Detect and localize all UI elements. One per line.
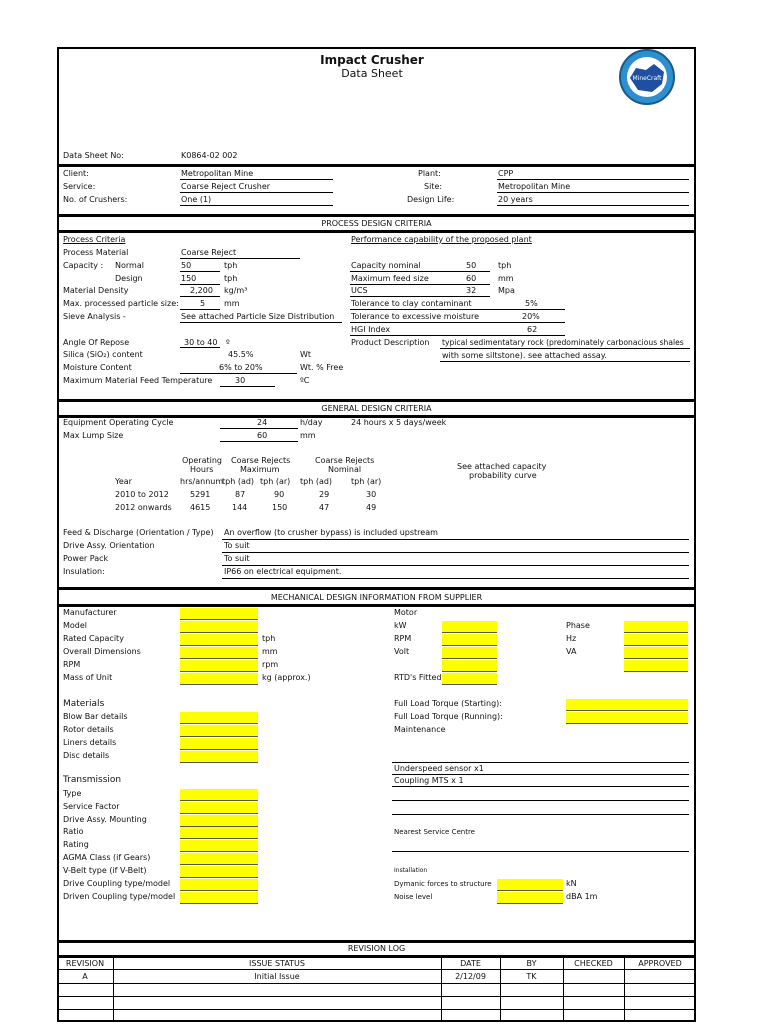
torque-run-label: Full Load Torque (Running): [394,712,503,721]
table-cell: 144 [232,503,248,512]
disc-label: Disc details [63,751,110,760]
rev-cell: 2/12/09 [455,972,486,981]
model-input[interactable] [180,621,258,633]
torque-start-label: Full Load Torque (Starting): [394,699,502,708]
page-subtitle: Data Sheet [341,67,403,80]
phase-label: Phase [566,621,590,630]
phase-input[interactable] [624,621,688,633]
datasheet-label: Data Sheet No: [63,151,124,160]
site-value: Metropolitan Mine [498,182,571,191]
density-value: 2,200 [190,286,213,295]
motor-volt-input[interactable] [442,647,497,659]
design-life-value: 20 years [498,195,533,204]
silica-unit: Wt [300,350,312,359]
cap-nom-value: 50 [466,261,477,270]
rtd-label: RTD's Fitted [394,673,442,682]
moisture-value: 6% to 20% [219,363,263,372]
insulation-value: IP66 on electrical equipment. [224,567,342,576]
hgi-label: HGI Index [351,325,391,334]
mechanical-section-title: MECHANICAL DESIGN INFORMATION FROM SUPPLIER [270,593,483,602]
client-label: Client: [63,169,89,178]
repose-label: Angle Of Repose [63,338,130,347]
table-header: Coarse Rejects [231,456,291,465]
capacity-note: See attached capacity [457,462,547,471]
rev-col-header: DATE [460,959,481,968]
service-factor-label: Service Factor [63,802,120,811]
noise-unit: dBA 1m [566,892,598,901]
client-value: Metropolitan Mine [181,169,254,178]
manufacturer-input[interactable] [180,608,258,620]
mass-unit: kg (approx.) [262,673,311,682]
transmission-type-label: Type [63,789,82,798]
service-centre-label: Nearest Service Centre [394,828,475,836]
rotor-input[interactable] [180,725,258,737]
product-line2: with some siltstone). see attached assay. [442,351,607,360]
table-header: hrs/annum [180,477,224,486]
overall-dimensions-input[interactable] [180,647,258,659]
normal-label: Normal [115,261,144,270]
page-title: Impact Crusher [320,53,424,67]
rev-cell: A [82,972,88,981]
table-header: Maximum [240,465,280,474]
revision-section-title: REVISION LOG [347,944,406,953]
rated-capacity-label: Rated Capacity [63,634,124,643]
dynamic-forces-input[interactable] [497,879,563,891]
design-unit: tph [224,274,238,283]
rev-col-header: ISSUE STATUS [249,959,305,968]
va-input[interactable] [624,647,688,659]
maintenance-label: Maintenance [394,725,446,734]
motor-rpm-label: RPM [394,634,412,643]
service-label: Service: [63,182,96,191]
blow-bar-input[interactable] [180,712,258,724]
ratio-input[interactable] [180,827,258,839]
table-header: tph (ad) [300,477,333,486]
drive-mounting-input[interactable] [180,815,258,827]
dynamic-forces-label: Dymanic forces to structure [394,880,492,888]
plant-label: Plant: [418,169,441,178]
rtd-input[interactable] [442,673,497,685]
rev-col-header: CHECKED [574,959,613,968]
ucs-value: 32 [466,286,477,295]
drive-orientation-label: Drive Assy. Orientation [63,541,155,550]
capacity-note: probability curve [469,471,537,480]
manufacturer-label: Manufacturer [63,608,117,617]
silica-value: 45.5% [228,350,254,359]
installation-label: Installation [394,867,428,874]
ratio-label: Ratio [63,827,84,836]
table-header: tph (ar) [260,477,291,486]
liners-input[interactable] [180,738,258,750]
lump-label: Max Lump Size [63,431,124,440]
silica-label: Silica (SiO₂) content [63,350,143,359]
drive-coupling-label: Drive Coupling type/model [63,879,171,888]
disc-input[interactable] [180,751,258,763]
plant-value: CPP [498,169,514,178]
driven-coupling-input[interactable] [180,892,258,904]
rated-capacity-unit: tph [262,634,276,643]
repose-unit: º [226,338,230,347]
max-particle-label: Max. processed particle size: [63,299,179,308]
crushers-label: No. of Crushers: [63,195,128,204]
liners-label: Liners details [63,738,117,747]
sieve-value: See attached Particle Size Distribution [181,312,335,321]
cycle-label: Equipment Operating Cycle [63,418,174,427]
excess-moisture-value: 20% [522,312,540,321]
rev-cell: TK [526,972,537,981]
rating-input[interactable] [180,840,258,852]
density-unit: kg/m³ [224,286,248,295]
general-section-title: GENERAL DESIGN CRITERIA [321,404,432,413]
overall-dimensions-label: Overall Dimensions [63,647,141,656]
rpm-label: RPM [63,660,81,669]
mass-input[interactable] [180,673,258,685]
excess-moisture-label: Tolerance to excessive moisture [351,312,480,321]
coupling-text: Coupling MTS x 1 [394,776,464,785]
crushers-value: One (1) [181,195,212,204]
cap-nom-label: Capacity nominal [351,261,421,270]
table-cell: 5291 [190,490,211,499]
rotor-label: Rotor details [63,725,114,734]
max-temp-unit: ºC [300,376,310,385]
motor-rpm-input[interactable] [442,634,497,646]
underspeed-text: Underspeed sensor x1 [394,764,484,773]
sieve-label: Sieve Analysis - [63,312,126,321]
rev-col-header: REVISION [65,959,105,968]
table-header: Year [115,477,132,486]
table-cell: 4615 [190,503,211,512]
table-cell: 29 [319,490,330,499]
model-label: Model [63,621,88,630]
phase-extra-input[interactable] [624,660,688,672]
table-header: Nominal [328,465,362,474]
density-label: Material Density [63,286,129,295]
product-label: Product Description [351,338,430,347]
rev-cell: Initial Issue [254,972,300,981]
feed-value: An overflow (to crusher bypass) is included upstream [224,528,438,537]
va-label: VA [566,647,577,656]
motor-kw-input[interactable] [442,621,497,633]
materials-heading: Materials [63,699,105,709]
lump-unit: mm [300,431,316,440]
table-cell: 2010 to 2012 [115,490,169,499]
max-temp-value: 30 [235,376,246,385]
insulation-label: Insulation: [63,567,105,576]
clay-label: Tolerance to clay contaminant [351,299,472,308]
normal-unit: tph [224,261,238,270]
noise-label: Noise level [394,893,433,901]
drive-mounting-label: Drive Assy. Mounting [63,815,147,824]
rpm-input[interactable] [180,660,258,672]
motor-volt-label: Volt [394,647,410,656]
company-logo [618,48,676,106]
hz-label: Hz [566,634,577,643]
table-cell: 47 [319,503,330,512]
table-cell: 150 [272,503,288,512]
overall-dimensions-unit: mm [262,647,278,656]
ucs-label: UCS [351,286,368,295]
max-particle-value: 5 [200,299,206,308]
table-header: tph (ar) [351,477,382,486]
rev-col-header: APPROVED [638,959,682,968]
dynamic-forces-unit: kN [566,879,577,888]
table-cell: 49 [366,503,377,512]
table-header: Operating [182,456,222,465]
table-header: Coarse Rejects [315,456,375,465]
moisture-unit: Wt. % Free [300,363,344,372]
max-temp-label: Maximum Material Feed Temperature [63,376,213,385]
table-cell: 2012 onwards [115,503,172,512]
service-value: Coarse Reject Crusher [181,182,271,191]
feed-label: Feed & Discharge (Orientation / Type) [63,528,214,537]
moisture-label: Moisture Content [63,363,132,372]
design-life-label: Design Life: [407,195,455,204]
hz-input[interactable] [624,634,688,646]
torque-start-input[interactable] [566,699,688,711]
table-cell: 90 [274,490,285,499]
design-value: 150 [181,274,197,283]
driven-coupling-label: Driven Coupling type/model [63,892,176,901]
table-header: Hours [190,465,214,474]
table-cell: 87 [235,490,246,499]
site-label: Site: [424,182,443,191]
drive-orientation-value: To suit [224,541,250,550]
max-particle-unit: mm [224,299,240,308]
product-line1: typical sedimentatary rock (predominately carbonacious shales [442,338,684,347]
material-label: Process Material [63,248,129,257]
vbelt-label: V-Belt type (if V-Belt) [63,866,147,875]
motor-kw-label: kW [394,621,407,630]
capacity-label: Capacity : [63,261,104,270]
transmission-type-input[interactable] [180,789,258,801]
rev-col-header: BY [526,959,537,968]
torque-run-input[interactable] [566,712,688,724]
power-pack-label: Power Pack [63,554,109,563]
power-pack-value: To suit [224,554,250,563]
noise-input[interactable] [497,892,563,904]
cycle-unit: h/day [300,418,323,427]
clay-value: 5% [525,299,538,308]
agma-input[interactable] [180,853,258,865]
motor-heading: Motor [394,608,418,617]
ucs-unit: Mpa [498,286,515,295]
cap-nom-unit: tph [498,261,512,270]
transmission-heading: Transmission [63,775,122,785]
motor-extra-input[interactable] [442,660,497,672]
drive-coupling-input[interactable] [180,879,258,891]
table-header: tph (ad) [222,477,255,486]
process-section-title: PROCESS DESIGN CRITERIA [321,219,432,228]
service-factor-input[interactable] [180,802,258,814]
max-feed-label: Maximum feed size [351,274,429,283]
blow-bar-label: Blow Bar details [63,712,128,721]
max-feed-value: 60 [466,274,477,283]
lump-value: 60 [257,431,268,440]
repose-value: 30 to 40 [184,338,218,347]
table-cell: 30 [366,490,377,499]
rated-capacity-input[interactable] [180,634,258,646]
material-value: Coarse Reject [181,248,237,257]
rpm-unit: rpm [262,660,279,669]
cycle-value: 24 [257,418,268,427]
datasheet-no: K0864-02 002 [181,151,238,160]
vbelt-input[interactable] [180,866,258,878]
normal-value: 50 [181,261,192,270]
hgi-value: 62 [527,325,538,334]
cycle-note: 24 hours x 5 days/week [351,418,447,427]
max-feed-unit: mm [498,274,514,283]
performance-heading: Performance capability of the proposed plant [351,235,532,244]
mass-label: Mass of Unit [63,673,113,682]
svg-text:MineCraft: MineCraft [632,75,662,82]
design-label: Design [115,274,143,283]
agma-label: AGMA Class (if Gears) [63,853,151,862]
rating-label: Rating [63,840,89,849]
process-criteria-heading: Process Criteria [63,235,126,244]
